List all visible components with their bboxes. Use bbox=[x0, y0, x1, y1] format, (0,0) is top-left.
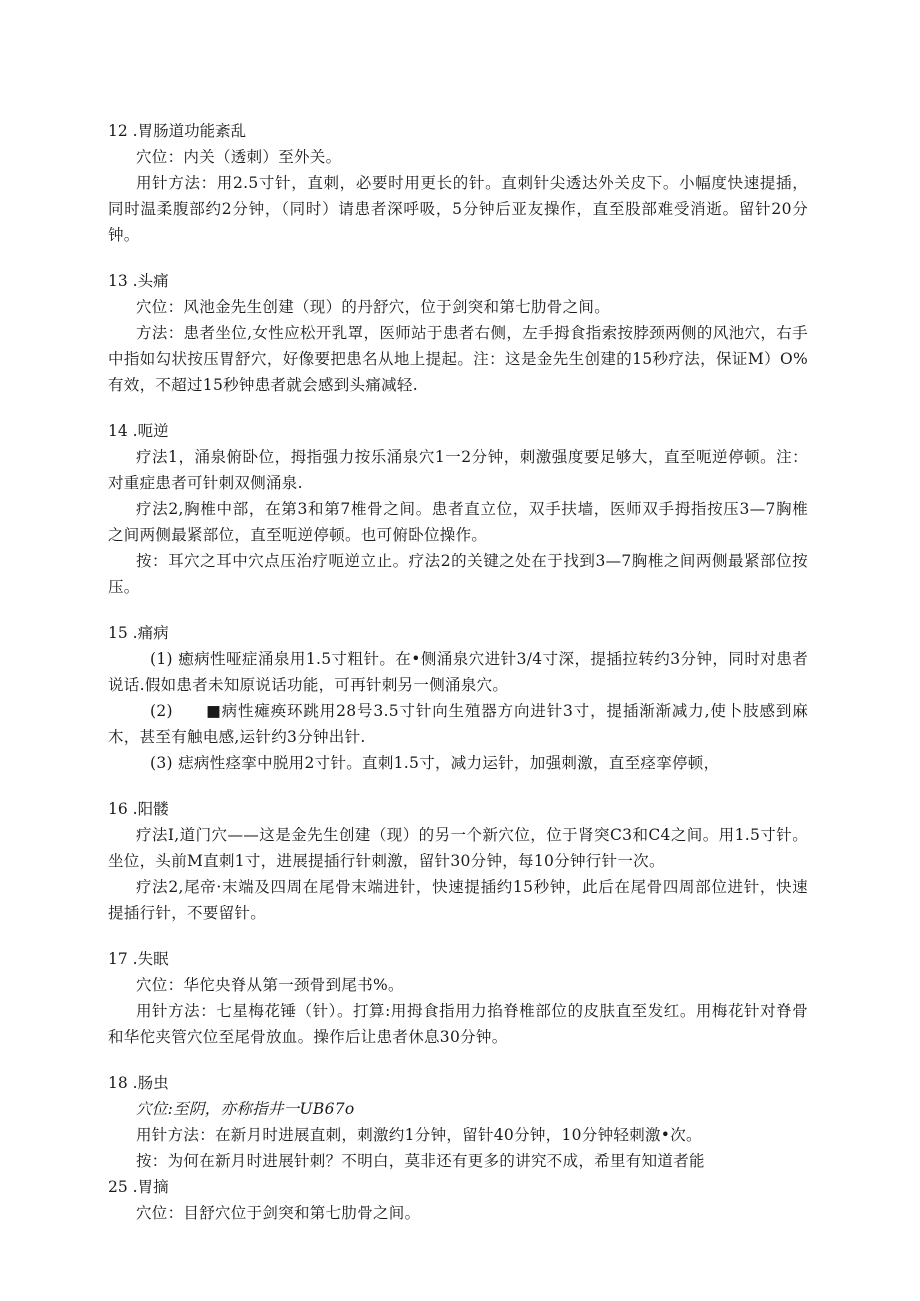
section-paragraph: (1) 癒病性哑症涌泉用1.5寸粗针。在•侧涌泉穴进针3/4寸深，提插拉转约3分钟，同时对患者说话.假如患者未知原说话功能，可再针刺另一侧涌泉穴。 bbox=[108, 650, 808, 694]
section-paragraph: 用针方法：在新月时进展直刺，刺激约1分钟，留针40分钟，10分钟轻刺激•次。 bbox=[136, 1126, 702, 1144]
section-12 bbox=[108, 118, 808, 248]
section-15 bbox=[108, 620, 808, 776]
section-heading: 13 .头痛 bbox=[108, 272, 169, 290]
section-14 bbox=[108, 418, 808, 600]
section-paragraph: 穴位：目舒穴位于剑突和第七肋骨之间。 bbox=[136, 1204, 421, 1222]
section-heading: 18 .肠虫 bbox=[108, 1074, 169, 1092]
section-16 bbox=[108, 796, 808, 926]
section-paragraph: 疗法2,胸椎中部，在第3和第7椎骨之间。患者直立位，双手扶墙，医师双手拇指按压3—7胸椎之间两侧最紧部位，直至呃逆停顿。也可俯卧位操作。 bbox=[108, 500, 808, 544]
section-heading: 15 .痛病 bbox=[108, 624, 169, 642]
section-heading: 12 .胃肠道功能紊乱 bbox=[108, 122, 247, 140]
section-paragraph: (3) 痣病性痉挛中脱用2寸针。直刺1.5寸，减力运针，加强刺激，直至痉挛停顿， bbox=[150, 754, 720, 772]
section-paragraph: 疗法1，涌泉俯卧位，拇指强力按乐涌泉穴1一2分钟，刺激强度要足够大，直至呃逆停顿。注：对重症患者可针刺双侧涌泉. bbox=[108, 448, 808, 492]
section-paragraph: 疗法I,道门穴——这是金先生创建（现）的另一个新穴位，位于肾突C3和C4之间。用1.5寸针。坐位，头前M直刺1寸，进展提插行针刺激，留针30分钟，每10分钟行针一次。 bbox=[108, 826, 808, 870]
section-paragraph: (2) ■病性瘫痪环跳用28号3.5寸针向生殖器方向进针3寸，提插渐渐减力,使卜肢感到麻木，甚至有触电感,运针约3分钟出针. bbox=[108, 702, 808, 746]
section-paragraph: 疗法2,尾帝·末端及四周在尾骨末端进针，快速提插约15秒钟，此后在尾骨四周部位进针，快速提插行针，不要留针。 bbox=[108, 878, 808, 922]
section-13 bbox=[108, 268, 808, 398]
section-paragraph: 用针方法：用2.5寸针，直刺，必要时用更长的针。直刺针尖透达外关皮下。小幅度快速提插，同时温柔腹部约2分钟，（同时）请患者深呼吸，5分钟后亚友操作，直至股部难受消逝。留针20分钟。 bbox=[108, 174, 808, 244]
section-heading: 25 .胃摘 bbox=[108, 1178, 169, 1196]
section-paragraph: 穴位：华佗央脊从第一颈骨到尾书%。 bbox=[136, 976, 404, 994]
section-paragraph: 用针方法：七星梅花锤（针）。打算:用拇食指用力掐脊椎部位的皮肤直至发红。用梅花针对脊骨和华佗夹管穴位至尾骨放血。操作后让患者休息30分钟。 bbox=[108, 1002, 808, 1046]
section-heading: 16 .阳髅 bbox=[108, 800, 169, 818]
section-heading: 14 .呃逆 bbox=[108, 422, 169, 440]
section-paragraph: 穴位：风池金先生创建（现）的丹舒穴，位于剑突和第七肋骨之间。 bbox=[136, 298, 611, 316]
section-25 bbox=[108, 1174, 808, 1226]
section-heading: 17 .失眠 bbox=[108, 950, 169, 968]
section-17 bbox=[108, 946, 808, 1050]
section-paragraph: 穴位:至阴，亦称指井一UB67o bbox=[136, 1100, 355, 1118]
section-paragraph: 按：为何在新月时进展针刺？不明白，莫非还有更多的讲究不成，希里有知道者能 bbox=[136, 1152, 705, 1170]
document-body bbox=[108, 118, 808, 1226]
section-18 bbox=[108, 1070, 808, 1174]
section-paragraph: 按：耳穴之耳中穴点压治疗呃逆立止。疗法2的关键之处在于找到3—7胸椎之间两侧最紧部位按压。 bbox=[108, 552, 808, 596]
section-paragraph: 方法：患者坐位,女性应松开乳罩，医师站于患者右侧，左手拇食指索按脖颈两侧的风池穴，右手中指如勾状按压胃舒穴，好像要把患名从地上提起。注：这是金先生创建的15秒疗法，保证M）O%有效，不超过15秒钟患者就会感到头痛减轻. bbox=[108, 324, 808, 394]
section-paragraph: 穴位：内关（透刺）至外关。 bbox=[136, 148, 342, 166]
